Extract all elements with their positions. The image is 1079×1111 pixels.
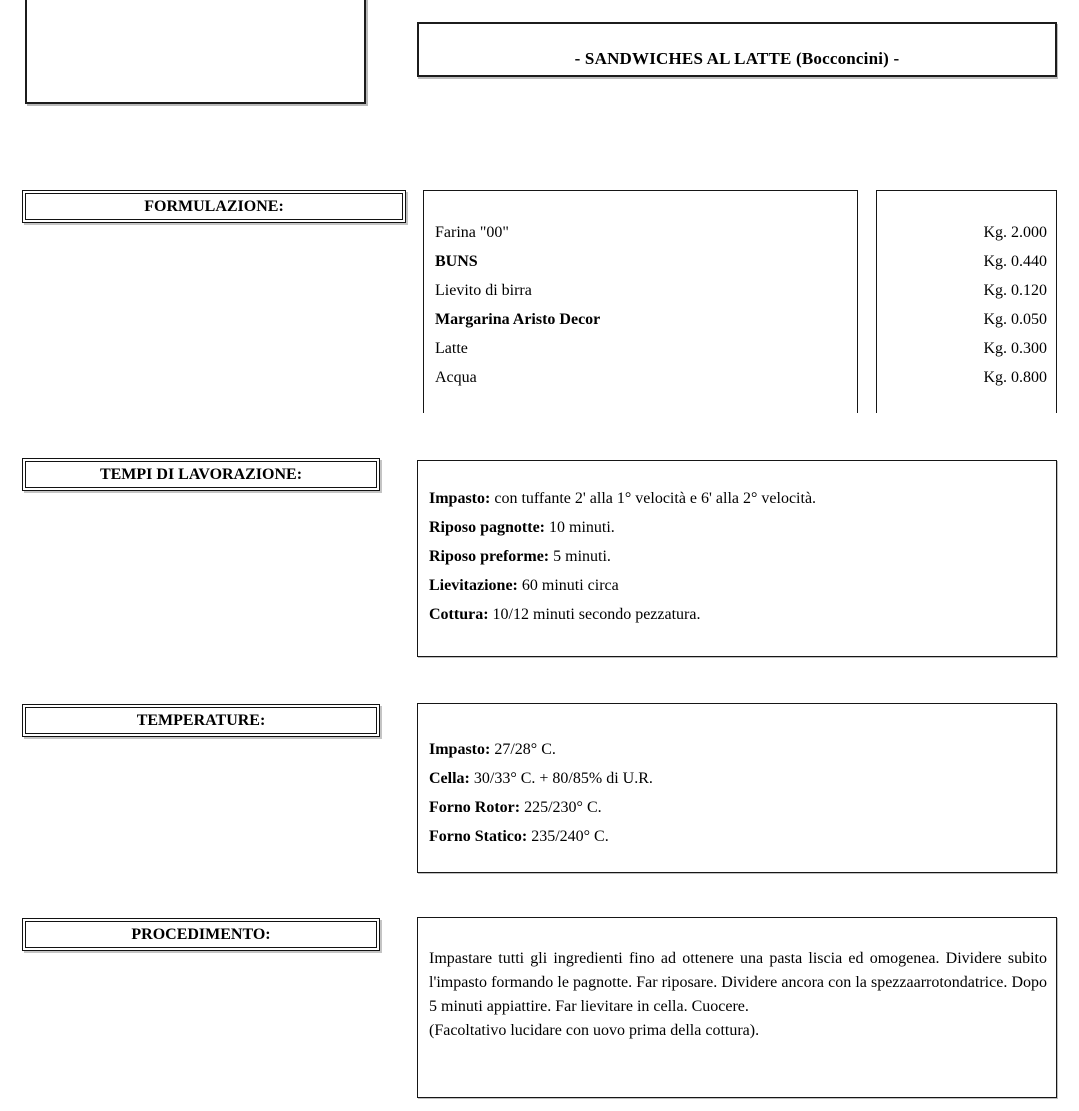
process-time-desc: 5 minuti. [549,548,611,565]
ingredient-name: Lievito di birra [435,282,532,299]
ingredient-quantity: Kg. 0.300 [983,340,1047,357]
temperature-desc: 27/28° C. [490,741,556,758]
ingredient-quantity: Kg. 0.440 [983,253,1047,270]
temperature-desc: 30/33° C. + 80/85% di U.R. [469,770,653,787]
recipe-title: - SANDWICHES AL LATTE (Bocconcini) - [574,49,900,68]
temperature-item [429,735,1044,764]
process-time-term: Cottura: [429,606,489,623]
process-time-item [429,484,1044,513]
section-label-procedimento [22,918,380,951]
procedimento-box [417,917,1057,1098]
section-label-text: FORMULAZIONE: [25,193,403,220]
ingredient-name: Margarina Aristo Decor [435,311,601,328]
process-time-desc: 10 minuti. [545,519,615,536]
process-time-desc: con tuffante 2' alla 1° velocità e 6' alla 2° velocità. [490,490,817,507]
ingredient-name: Latte [435,340,468,357]
process-time-item [429,513,1044,542]
process-time-term: Riposo pagnotte: [429,519,546,536]
temperature-desc: 225/230° C. [520,799,602,816]
ingredient-quantity: Kg. 0.800 [983,369,1047,386]
ingredient-name: Farina "00" [435,224,509,241]
process-time-desc: 10/12 minuti secondo pezzatura. [488,606,701,623]
process-time-desc: 60 minuti circa [517,577,619,594]
section-label-text: PROCEDIMENTO: [25,921,377,948]
ingredient-quantity: Kg. 0.050 [983,311,1047,328]
ingredient-name: BUNS [435,253,478,270]
procedure-note: (Facoltativo lucidare con uovo prima della cottura). [429,1022,760,1039]
empty-header-box [25,0,366,104]
process-time-item [429,600,1044,629]
temperature-item [429,764,1044,793]
ingredients-box [423,190,858,413]
process-time-item [429,542,1044,571]
section-label-temperature [22,704,380,737]
recipe-title-box [417,22,1057,77]
temperature-term: Forno Rotor: [429,799,521,816]
procedure-paragraph: Impastare tutti gli ingredienti fino ad ottenere una pasta liscia ed omogenea. Dividere subito l'impasto formando le pagnotte. Far riposare. Dividere ancora con la spezzaarrotondatrice. Dopo 5 minuti appiattire. Far lievitare in cella. Cuocere. [429,950,1047,1015]
process-time-term: Lievitazione: [429,577,518,594]
temperature-item [429,793,1044,822]
temperature-term: Impasto: [429,741,491,758]
section-label-tempi [22,458,380,491]
temperature-term: Cella: [429,770,470,787]
section-label-text: TEMPERATURE: [25,707,377,734]
ingredient-quantity: Kg. 2.000 [983,224,1047,241]
quantities-box [876,190,1057,413]
section-label-formulazione [22,190,406,223]
ingredient-quantity: Kg. 0.120 [983,282,1047,299]
ingredient-name: Acqua [435,369,477,386]
tempi-box [417,460,1057,657]
process-time-item [429,571,1044,600]
process-time-term: Riposo preforme: [429,548,550,565]
temperature-box [417,703,1057,873]
temperature-item [429,822,1044,851]
section-label-text: TEMPI DI LAVORAZIONE: [25,461,377,488]
temperature-term: Forno Statico: [429,828,528,845]
process-time-term: Impasto: [429,490,491,507]
temperature-desc: 235/240° C. [527,828,609,845]
